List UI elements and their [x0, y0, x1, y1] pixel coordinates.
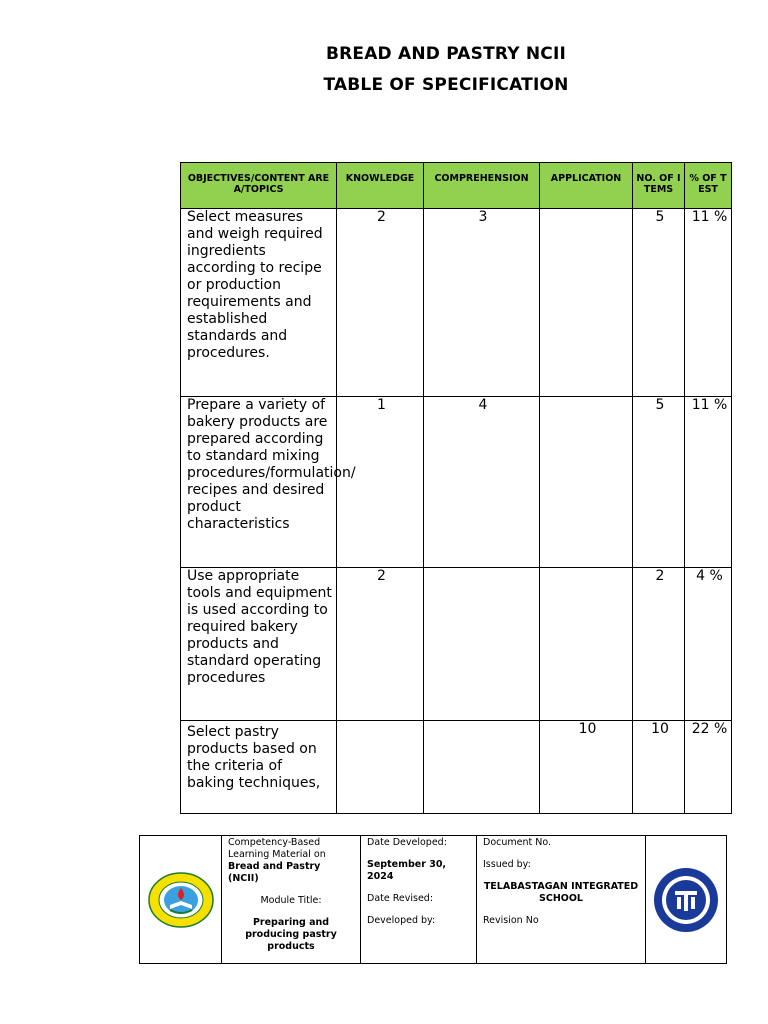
objective-cell: Select pastry products based on the criteria of baking techniques, [181, 721, 337, 814]
objective-cell: Prepare a variety of bakery products are prepared according to standard mixing procedures/formulation/ recipes and desired product characteristics [181, 397, 337, 568]
date-developed-label: Date Developed: [367, 837, 447, 848]
issued-by: TELABASTAGAN INTEGRATED SCHOOL [483, 881, 639, 904]
knowledge-cell: 1 [337, 397, 424, 568]
competency-name: Bread and Pastry (NCII) [228, 861, 321, 884]
col-header-objectives: OBJECTIVES/CONTENT AREA/TOPICS [181, 163, 337, 209]
agency-logo-cell [646, 836, 726, 963]
col-header-no-of-items: NO. OF ITEMS [633, 163, 685, 209]
knowledge-cell: 2 [337, 209, 424, 397]
col-header-comprehension: COMPREHENSION [424, 163, 540, 209]
date-revised-label: Date Revised: [367, 893, 434, 904]
issued-by-label: Issued by: [483, 859, 531, 870]
module-title: Preparing and producing pastry products [245, 917, 337, 952]
revision-no-label: Revision No [483, 915, 539, 926]
table-row [181, 568, 732, 721]
dates-cell [361, 836, 477, 963]
comprehension-cell [424, 568, 540, 721]
competency-label: Competency-Based Learning Material on [228, 837, 326, 860]
application-cell: 10 [540, 721, 633, 814]
school-logo-cell [140, 836, 222, 963]
knowledge-cell [337, 721, 424, 814]
document-info-cell [477, 836, 646, 963]
document-subtitle: TABLE OF SPECIFICATION [323, 75, 569, 95]
document-no-label: Document No. [483, 837, 552, 848]
document-title: BREAD AND PASTRY NCII [325, 44, 567, 64]
col-header-application: APPLICATION [540, 163, 633, 209]
application-cell [540, 568, 633, 721]
col-header-knowledge: KNOWLEDGE [337, 163, 424, 209]
table-header-row [181, 163, 732, 209]
specification-table [180, 162, 732, 814]
percent-cell: 11 % [685, 397, 732, 568]
tesda-seal-icon [653, 867, 719, 933]
table-row [181, 397, 732, 568]
comprehension-cell: 4 [424, 397, 540, 568]
percent-cell: 11 % [685, 209, 732, 397]
knowledge-cell: 2 [337, 568, 424, 721]
competency-cell [222, 836, 361, 963]
document-footer [139, 835, 727, 964]
comprehension-cell [424, 721, 540, 814]
date-developed: September 30, 2024 [367, 859, 447, 882]
comprehension-cell: 3 [424, 209, 540, 397]
percent-cell: 4 % [685, 568, 732, 721]
table-row [181, 721, 732, 814]
col-header-percent-of-test: % OF TEST [685, 163, 732, 209]
objective-cell: Use appropriate tools and equipment is used according to required bakery products and standard operating procedures [181, 568, 337, 721]
items-cell: 2 [633, 568, 685, 721]
developed-by-label: Developed by: [367, 915, 436, 926]
application-cell [540, 209, 633, 397]
school-seal-icon [148, 872, 214, 928]
application-cell [540, 397, 633, 568]
items-cell: 10 [633, 721, 685, 814]
items-cell: 5 [633, 397, 685, 568]
module-title-label: Module Title: [260, 895, 322, 906]
percent-cell: 22 % [685, 721, 732, 814]
table-row [181, 209, 732, 397]
objective-cell: Select measures and weigh required ingredients according to recipe or production requirements and established standards and procedures. [181, 209, 337, 397]
items-cell: 5 [633, 209, 685, 397]
